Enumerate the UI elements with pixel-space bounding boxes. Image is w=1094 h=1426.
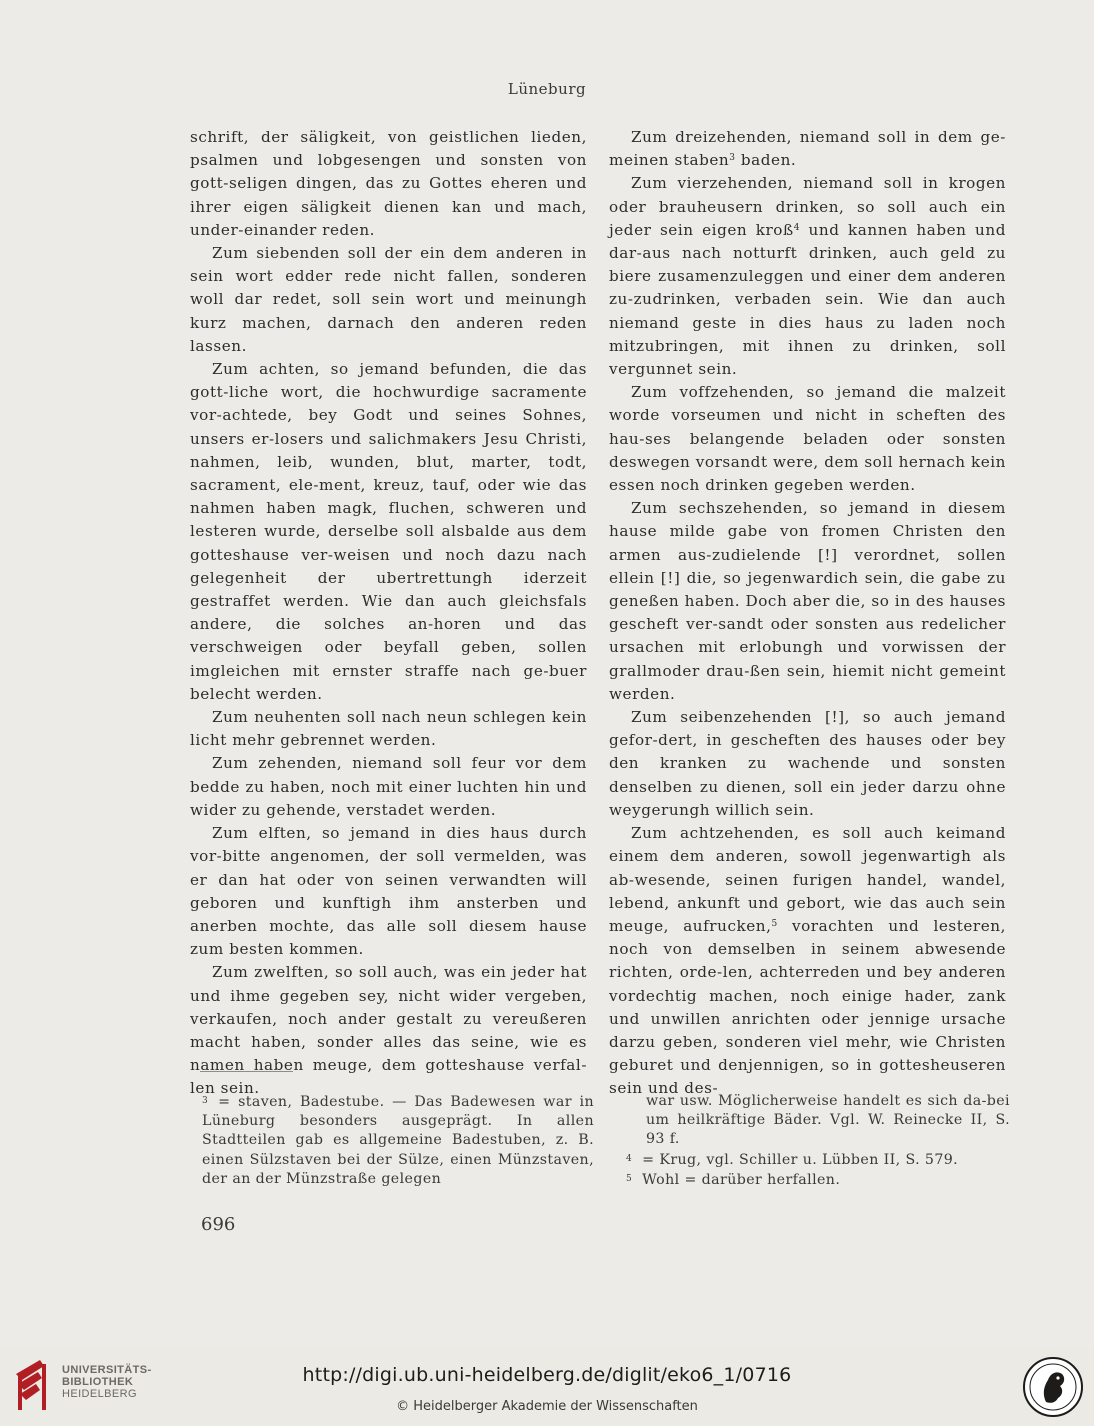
paragraph bbox=[609, 126, 1006, 172]
library-name-line: UNIVERSITÄTS- bbox=[62, 1364, 152, 1376]
footnote-number: 4 bbox=[626, 1153, 633, 1164]
paragraph-text: Zum sechszehenden, so jemand in diesem hause milde gabe von fromen Christen den armen aus-zudielende [!] verordnet, sollen ellein [!] die, so jegenwardich sein, die gabe zu geneßen haben. Doch aber die, so in des hauses gescheft ver-sandt oder sonsten aus redelicher ursachen mit erlobungh und vorwissen der grallmoder drau-ßen sein, hiemit nicht gemeint werden. bbox=[609, 499, 1006, 703]
running-head: Lüneburg bbox=[507, 80, 587, 98]
paragraph bbox=[609, 822, 1006, 1100]
footnote-continuation: war usw. Möglicherweise handelt es sich da-bei um heilkräftige Bäder. Vgl. W. Reinecke II, S. 93 f. bbox=[646, 1093, 1010, 1148]
footnote-ref[interactable]: 3 bbox=[729, 153, 736, 164]
paragraph: Zum zehenden, niemand soll feur vor dem bedde zu haben, noch mit einer luchten hin und wider zu gehende, verstadet werden. bbox=[190, 754, 587, 819]
paragraph: Zum achten, so jemand befunden, die das gott-liche wort, die hochwurdige sacramente vor-achtede, bey Godt und seines Sohnes, unsers er-losers und salichmakers Jesu Christi, nahmen, leib, wunden, blut, marter, todt, sacrament, ele-ment, kreuz, tauf, oder wie das nahmen haben magk, fluchen, schweren und lesteren wurde, derselbe soll alsbalde aus dem gotteshause ver-weisen und noch dazu nach gelegenheit der ubertrettungh iderzeit gestraffet werden. Wie dan auch gleichsfals andere, die solches an-horen und das verschweigen oder beyfall geben, sollen imgleichen mit ernster straffe nach ge-buer belecht werden. bbox=[190, 360, 587, 703]
footnotes-left bbox=[202, 1092, 594, 1189]
paragraph bbox=[609, 497, 1006, 706]
footnote-number: 3 bbox=[202, 1096, 209, 1106]
library-name-line: BIBLIOTHEK bbox=[62, 1376, 134, 1388]
paragraph: schrift, der säligkeit, von geistlichen lieden, psalmen und lobgesengen und sonsten von gott-seligen dingen, das zu Gottes eheren und ihrer eigen säligkeit dienen kan und mach, under-einander reden. bbox=[190, 128, 587, 239]
paragraph bbox=[609, 706, 1006, 822]
paragraph: Zum siebenden soll der ein dem anderen in sein wort edder rede nicht fallen, sonderen woll dar redet, soll sein wort und meinungh kurz machen, darnach den anderen reden lassen. bbox=[190, 244, 587, 355]
paragraph-text: baden. bbox=[735, 151, 797, 170]
footnote-text: = Krug, vgl. Schiller u. Lübben II, S. 579. bbox=[642, 1151, 959, 1168]
paragraph-text: Zum seibenzehenden [!], so auch jemand gefor-dert, in gescheften des hauses oder bey den kranken zu wachende und sonsten denselben zu dienen, soll ein jeder darzu ohne weygerungh willich sein. bbox=[609, 708, 1006, 819]
paragraph-text: Zum vierzehenden, niemand soll in krogen oder brauheusern drinken, so soll auch ein jeder sein eigen kroß bbox=[609, 174, 1006, 239]
paragraph: Zum neuhenten soll nach neun schlegen kein licht mehr gebrennet werden. bbox=[190, 708, 587, 750]
paragraph-text: vorachten und lesteren, noch von demselben in seinem abwesende richten, orde-len, achterreden und bey anderen vordechtig machen, noch einige hader, zank und unwillen anrichten oder jennige ursache darzu geben, sonderen viel mehr, wie Christen geburet und denjennigen, so in gottesheuseren sein und des- bbox=[609, 916, 1006, 1098]
footnote-ref[interactable]: 5 bbox=[771, 918, 778, 929]
academy-seal-icon bbox=[1022, 1356, 1084, 1418]
footnote-ref[interactable]: 4 bbox=[793, 222, 800, 233]
library-name-line: HEIDELBERG bbox=[62, 1388, 137, 1400]
paragraph bbox=[609, 172, 1006, 381]
footnote-text: = staven, Badestube. — Das Badewesen war in Lüneburg besonders ausgeprägt. In allen Stadtteilen gab es allgemeine Badestuben, z. B. einen Sülzstaven bei der Sülze, einen Münzstaven, der an der Münzstraße gelegen bbox=[202, 1094, 594, 1187]
footnote bbox=[626, 1150, 1010, 1170]
paragraph-text: und kannen haben und dar-aus nach notturft drinken, auch geld zu biere zusamenzuleggen und einer dem anderen zu-zudrinken, verbaden sein. Wie dan auch niemand geste in dies haus zu laden noch mitzubringen, mit ihnen zu drinken, soll vergunnet sein. bbox=[609, 220, 1006, 379]
right-column bbox=[609, 126, 1006, 1101]
page-number: 696 bbox=[201, 1214, 236, 1235]
paragraph bbox=[609, 381, 1006, 497]
copyright-notice: © Heidelberger Akademie der Wissenschaften bbox=[396, 1399, 698, 1414]
footnote-divider bbox=[200, 1071, 293, 1072]
paragraph: Zum elften, so jemand in dies haus durch vor-bitte angenomen, der soll vermelden, was er dan hat oder von seinen verwandten will geboren und kunftigh ihm ansterben und anerben mochte, das alle soll diesem hause zum besten kommen. bbox=[190, 824, 587, 959]
left-column bbox=[190, 126, 587, 1101]
paragraph: Zum zwelften, so soll auch, was ein jeder hat und ihme gegeben sey, nicht wider vergeben, verkaufen, noch ander gestalt zu vereußeren macht haben, sonder alles das seine, wie es namen haben meuge, dem gotteshause verfal-len sein. bbox=[190, 963, 587, 1098]
paragraph-text: Zum dreizehenden, niemand soll in dem ge-meinen staben bbox=[609, 128, 1006, 170]
paragraph-text: Zum voffzehenden, so jemand die malzeit worde vorseumen und nicht in scheften des hau-ses belangende beladen oder sonsten deswegen vorsandt were, dem soll hernach kein essen noch drinken gegeben werden. bbox=[609, 383, 1006, 495]
footnotes-right bbox=[626, 1092, 1010, 1190]
footnote-number: 5 bbox=[626, 1173, 633, 1184]
footnote bbox=[626, 1170, 1010, 1190]
viewer-footer bbox=[0, 1348, 1094, 1426]
footnote-text: Wohl = darüber herfallen. bbox=[642, 1171, 841, 1188]
permalink-url[interactable]: http://digi.ub.uni-heidelberg.de/diglit/eko6_1/0716 bbox=[302, 1364, 792, 1386]
footnote bbox=[202, 1092, 594, 1189]
paragraph-text: Zum achtzehenden, es soll auch keimand einem dem anderen, sowoll jegenwartigh als ab-wesende, seinen furigen handel, wandel, lebend, ankunft und gebort, wie das auch sein meuge, aufrucken, bbox=[609, 824, 1006, 935]
